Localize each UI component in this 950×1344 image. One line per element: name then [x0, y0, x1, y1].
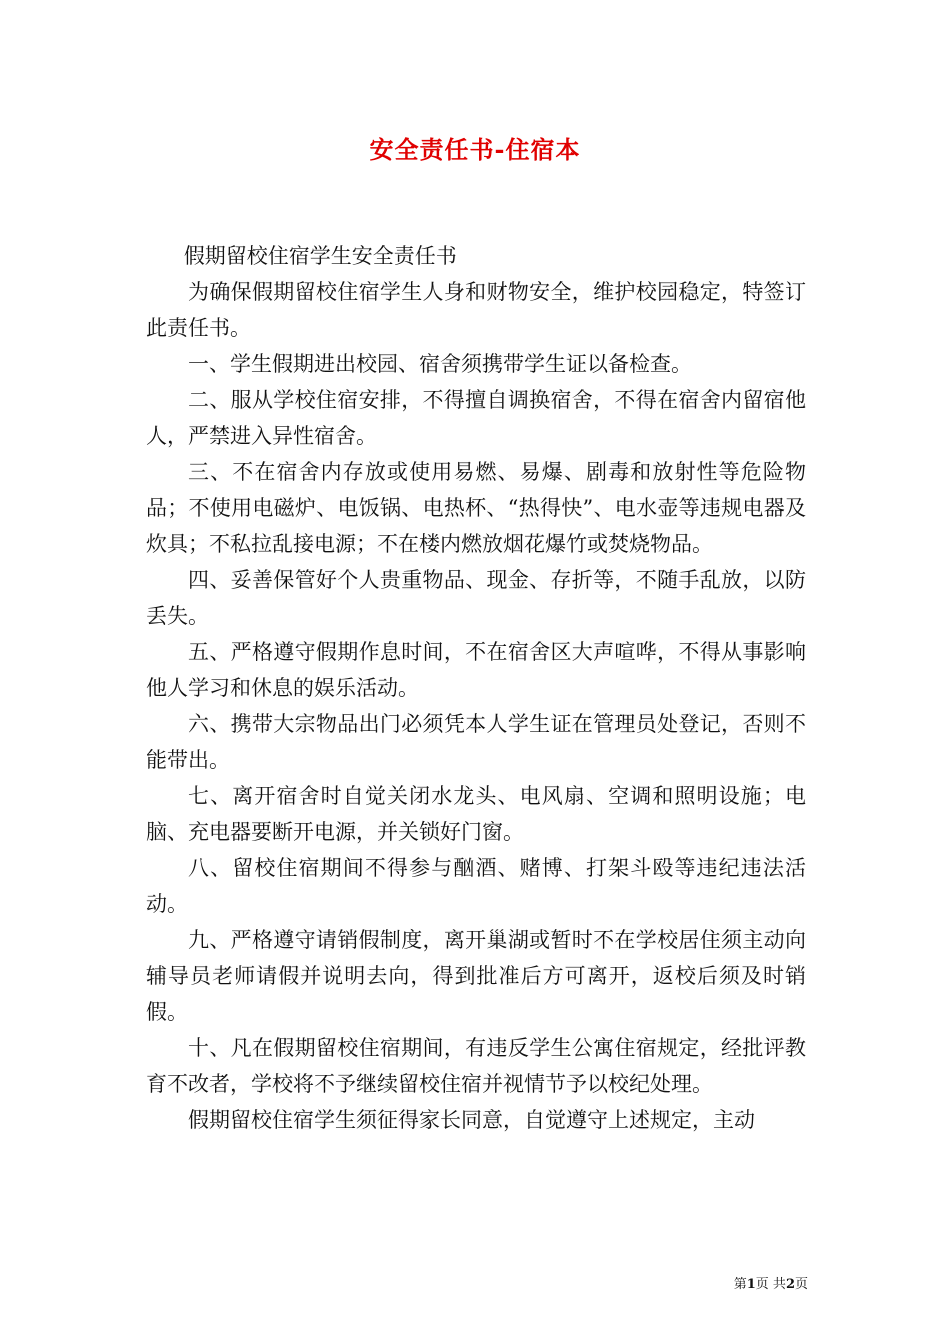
rule-6-paragraph: 六、携带大宗物品出门必须凭本人学生证在管理员处登记，否则不能带出。: [146, 712, 806, 772]
rule-8-paragraph: 八、留校住宿期间不得参与酗酒、赌博、打架斗殴等违纪违法活动。: [146, 856, 806, 916]
subtitle-paragraph: 假期留校住宿学生安全责任书: [183, 244, 457, 268]
page-number-footer: [734, 1276, 808, 1294]
rule-4-paragraph: 四、妥善保管好个人贵重物品、现金、存折等，不随手乱放，以防丢失。: [146, 568, 806, 628]
closing-paragraph: 假期留校住宿学生须征得家长同意，自觉遵守上述规定，主动: [188, 1108, 755, 1132]
rule-2-paragraph: 二、服从学校住宿安排，不得擅自调换宿舍，不得在宿舍内留宿他人，严禁进入异性宿舍。: [146, 388, 806, 448]
rule-7-paragraph: 七、离开宿舍时自觉关闭水龙头、电风扇、空调和照明设施；电脑、充电器要断开电源，并关锁好门窗。: [146, 784, 806, 844]
document-title: 安全责任书-住宿本: [369, 135, 581, 164]
intro-paragraph: 为确保假期留校住宿学生人身和财物安全，维护校园稳定，特签订此责任书。: [146, 280, 806, 340]
rule-3-paragraph: 三、不在宿舍内存放或使用易燃、易爆、剧毒和放射性等危险物品；不使用电磁炉、电饭锅、电热杯、“热得快”、电水壶等违规电器及炊具；不私拉乱接电源；不在楼内燃放烟花爆竹或焚烧物品。: [146, 460, 806, 556]
document-body: [146, 238, 806, 1138]
rule-9-paragraph: 九、严格遵守请销假制度，离开巢湖或暂时不在学校居住须主动向辅导员老师请假并说明去向，得到批准后方可离开，返校后须及时销假。: [146, 928, 806, 1024]
footer-prefix: 第: [733, 1277, 747, 1292]
rule-5-paragraph: 五、严格遵守假期作息时间，不在宿舍区大声喧哗，不得从事影响他人学习和休息的娱乐活动。: [146, 640, 806, 700]
rule-1-paragraph: 一、学生假期进出校园、宿舍须携带学生证以备检查。: [188, 352, 692, 376]
footer-suffix: 页: [794, 1277, 808, 1292]
footer-total-pages: 2: [785, 1277, 795, 1292]
footer-current-page: 1: [746, 1277, 756, 1292]
footer-middle: 页 共: [755, 1277, 786, 1292]
rule-10-paragraph: 十、凡在假期留校住宿期间，有违反学生公寓住宿规定，经批评教育不改者，学校将不予继续留校住宿并视情节予以校纪处理。: [146, 1036, 806, 1096]
